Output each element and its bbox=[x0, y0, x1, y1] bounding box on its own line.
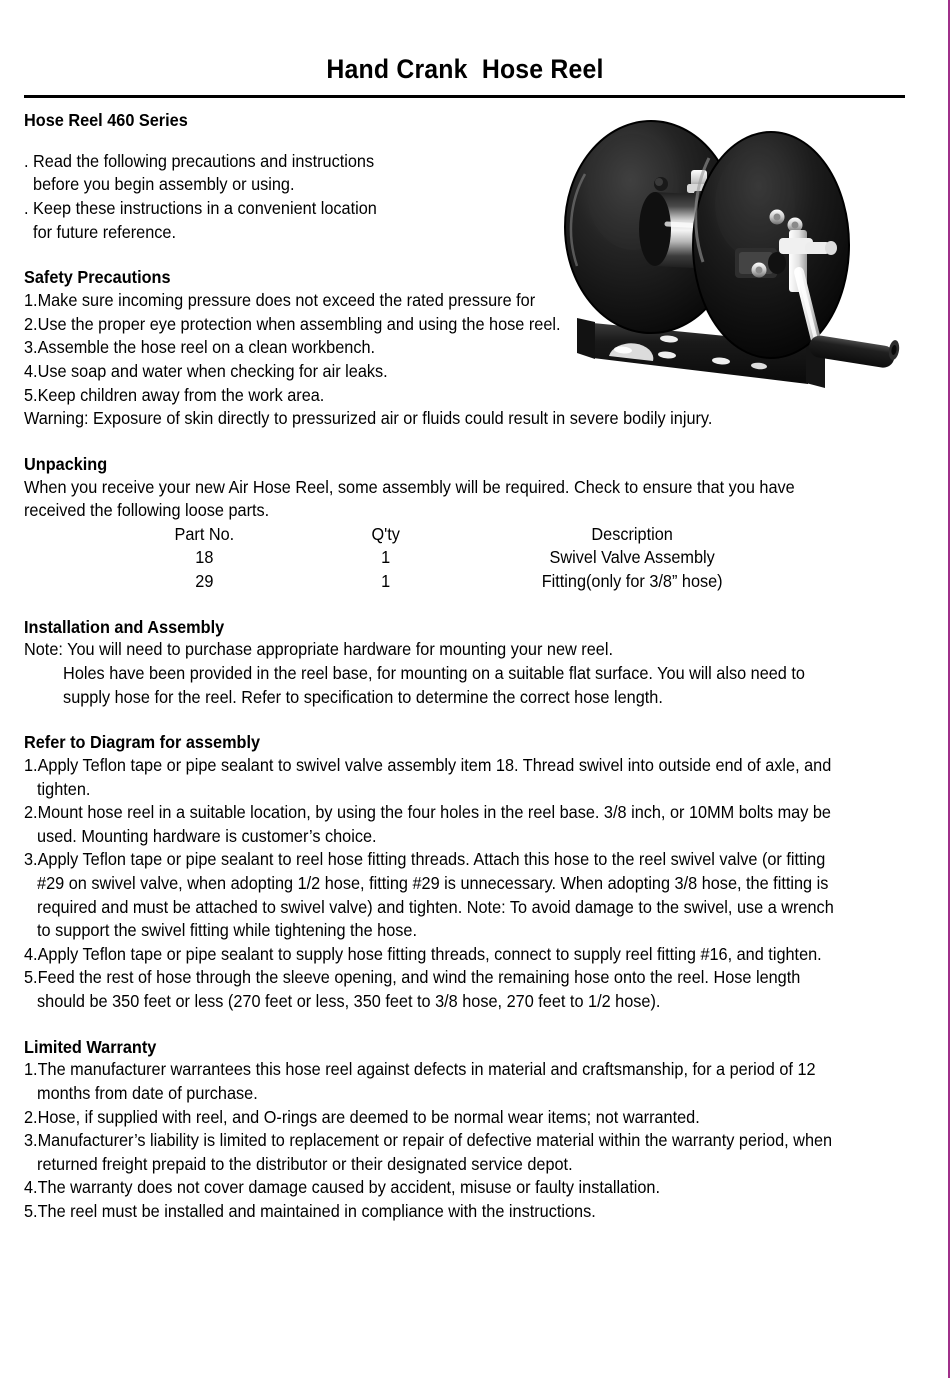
heading-unpacking: Unpacking bbox=[24, 453, 108, 474]
spacer bbox=[24, 132, 908, 150]
unpacking-intro-line-1: When you receive your new Air Hose Reel, some assembly will be required. Check to ensure that you have bbox=[24, 476, 795, 497]
warranty-item-5: 5.The reel must be installed and maintained in compliance with the instructions. bbox=[24, 1201, 596, 1222]
diagram-step-3-cont-1: #29 on swivel valve, when adopting 1/2 hose, fitting #29 is unnecessary. When adopting 3/8 hose, the fitting is bbox=[37, 873, 829, 894]
diagram-step-4: 4.Apply Teflon tape or pipe sealant to supply hose fitting threads, connect to supply reel fitting #16, and tighten. bbox=[24, 943, 822, 964]
spacer bbox=[24, 244, 908, 267]
diagram-step-5-cont: should be 350 feet or less (270 feet or less, 350 feet to 3/8 hose, 270 feet to 1/2 hose). bbox=[37, 991, 661, 1011]
heading-warranty: Limited Warranty bbox=[24, 1036, 157, 1057]
diagram-step-5: 5.Feed the rest of hose through the sleeve opening, and wind the remaining hose onto the reel. Hose length bbox=[24, 967, 801, 988]
cell-description: Swivel Valve Assembly bbox=[549, 547, 715, 568]
installation-line-3: supply hose for the reel. Refer to specification to determine the correct hose length. bbox=[63, 686, 663, 707]
heading-diagram: Refer to Diagram for assembly bbox=[24, 732, 261, 753]
safety-item-2: 2.Use the proper eye protection when assembling and using the hose reel. bbox=[24, 313, 561, 334]
unpacking-intro-line-2: received the following loose parts. bbox=[24, 500, 270, 521]
safety-warning: Warning: Exposure of skin directly to pressurized air or fluids could result in severe bodily injury. bbox=[24, 408, 713, 429]
safety-item-5: 5.Keep children away from the work area. bbox=[24, 384, 325, 405]
model-bullet-2-cont: for future reference. bbox=[24, 221, 176, 242]
warranty-item-3-cont: returned freight prepaid to the distributor or their designated service depot. bbox=[37, 1153, 573, 1174]
spacer bbox=[24, 1014, 908, 1037]
cell-part-no: 29 bbox=[195, 570, 214, 591]
diagram-step-3-cont-2: required and must be attached to swivel valve) and tighten. Note: To avoid damage to the swivel, use a wrench bbox=[37, 896, 834, 917]
column-header-part-no: Part No. bbox=[174, 523, 235, 544]
spacer bbox=[24, 594, 908, 617]
diagram-step-2: 2.Mount hose reel in a suitable location, by using the four holes in the reel base. 3/8 inch, or 10MM bolts may be bbox=[24, 802, 831, 823]
warranty-item-1-cont: months from date of purchase. bbox=[37, 1083, 258, 1104]
cell-qty: 1 bbox=[381, 570, 391, 591]
safety-item-3: 3.Assemble the hose reel on a clean workbench. bbox=[24, 337, 376, 358]
table-header-row bbox=[116, 523, 786, 547]
safety-item-4: 4.Use soap and water when checking for air leaks. bbox=[24, 360, 388, 381]
heading-model: Hose Reel 460 Series bbox=[24, 110, 188, 130]
model-bullet-2: . Keep these instructions in a convenient location bbox=[24, 198, 377, 219]
warranty-item-4: 4.The warranty does not cover damage caused by accident, misuse or faulty installation. bbox=[24, 1177, 660, 1198]
warranty-item-1: 1.The manufacturer warrantees this hose reel against defects in material and craftsmanship, for a period of 12 bbox=[24, 1059, 816, 1080]
spacer bbox=[24, 709, 908, 732]
cell-qty: 1 bbox=[381, 547, 391, 568]
table-row bbox=[116, 546, 786, 570]
warranty-item-2: 2.Hose, if supplied with reel, and O-rings are deemed to be normal wear items; not warranted. bbox=[24, 1106, 700, 1127]
diagram-step-1: 1.Apply Teflon tape or pipe sealant to swivel valve assembly item 18. Thread swivel into outside end of axle, and bbox=[24, 755, 832, 776]
title-divider bbox=[24, 95, 905, 98]
cell-part-no: 18 bbox=[195, 547, 214, 568]
warranty-item-3: 3.Manufacturer’s liability is limited to replacement or repair of defective material within the warranty period, when bbox=[24, 1130, 833, 1151]
heading-installation: Installation and Assembly bbox=[24, 616, 225, 637]
model-bullet-1: . Read the following precautions and instructions bbox=[24, 150, 375, 171]
installation-note: Note: You will need to purchase appropriate hardware for mounting your new reel. bbox=[24, 639, 613, 660]
safety-item-1: 1.Make sure incoming pressure does not exceed the rated pressure for bbox=[24, 290, 536, 311]
document-body bbox=[24, 110, 908, 1224]
heading-safety: Safety Precautions bbox=[24, 267, 171, 288]
loose-parts-table bbox=[116, 523, 786, 594]
model-bullet-1-cont: before you begin assembly or using. bbox=[24, 174, 295, 195]
table-row bbox=[116, 570, 786, 594]
column-header-qty: Q'ty bbox=[371, 523, 400, 544]
diagram-step-2-cont: used. Mounting hardware is customer’s choice. bbox=[37, 825, 377, 846]
page-title: Hand Crank Hose Reel bbox=[326, 54, 604, 84]
diagram-step-3: 3.Apply Teflon tape or pipe sealant to reel hose fitting threads. Attach this hose to the reel swivel valve (or fitting bbox=[24, 849, 826, 870]
column-header-description: Description bbox=[591, 523, 673, 544]
installation-line-2: Holes have been provided in the reel base, for mounting on a suitable flat surface. You will also need to bbox=[63, 663, 805, 683]
cell-description: Fitting(only for 3/8” hose) bbox=[541, 570, 723, 591]
diagram-step-1-cont: tighten. bbox=[37, 778, 91, 799]
spacer bbox=[24, 431, 908, 454]
diagram-step-3-cont-3: to support the swivel fitting while tightening the hose. bbox=[37, 920, 417, 941]
